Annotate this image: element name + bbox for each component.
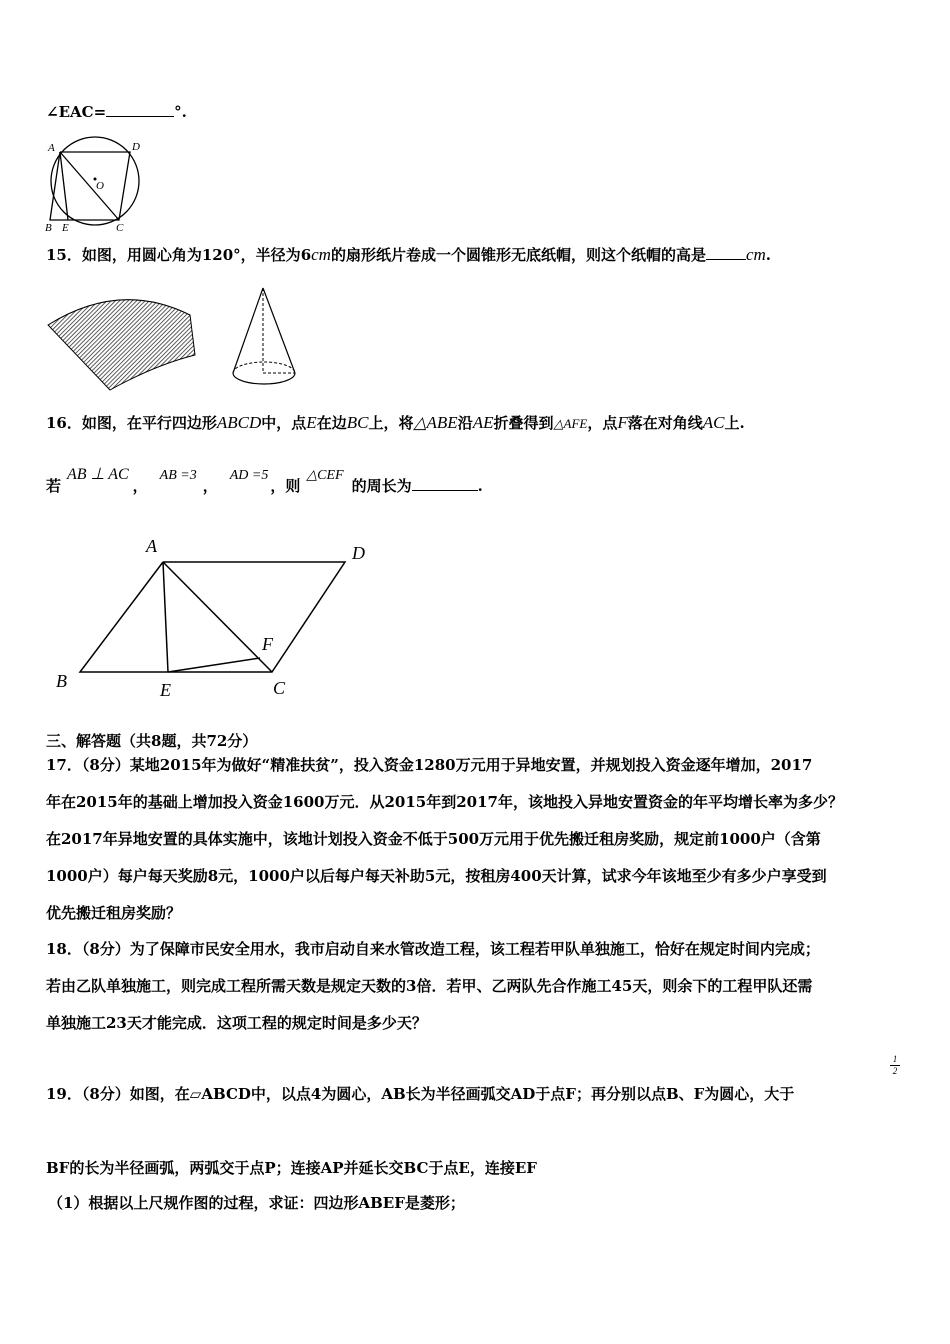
q18-line: 单独施工23天才能完成．这项工程的规定时间是多少天？ [46, 1014, 427, 1032]
q17-line: 年在2015年的基础上增加投入资金1600万元．从2015年到2017年，该地投入异地安置资金的年平均增长率为多少？ [46, 793, 843, 811]
q14-prefix: ∠EAC= [46, 103, 107, 121]
parallelogram-abcd [80, 562, 345, 672]
label-d: D [352, 543, 365, 563]
q16-math: AC [702, 413, 725, 432]
label-f: F [262, 634, 273, 654]
label-a: A [48, 142, 55, 154]
q16-text: 的周长为 [351, 477, 412, 495]
q15-text-2: 的扇形纸片卷成一个圆锥形无底纸帽，则这个纸帽的高是 [330, 246, 706, 264]
q16-text: 16．如图，在平行四边形 [46, 414, 217, 432]
label-b: B [45, 222, 52, 234]
label-c: C [116, 222, 124, 234]
label-b: B [56, 671, 67, 691]
segment-ae [163, 562, 168, 672]
fraction-denominator: 2 [892, 1066, 898, 1076]
q16-math: AE [472, 413, 494, 432]
q15-unit: cm [311, 245, 331, 264]
fraction-half [890, 1054, 900, 1077]
label-c: C [273, 678, 286, 698]
section-title: 三、解答题（共8题，共72分） [46, 732, 258, 750]
q15-end: . [765, 246, 772, 264]
q16-text: . [477, 477, 483, 495]
q15-text: 15．如图，用圆心角为120°，半径为 [46, 246, 301, 264]
q14-suffix: °. [174, 103, 187, 121]
q16-text: 折叠得到 [493, 414, 554, 432]
q16-math: AB =3 [159, 468, 197, 483]
q16-text: 中，点 [261, 414, 307, 432]
q16-text: 若 [46, 477, 62, 495]
q16-math: AB ⊥ AC [67, 466, 129, 483]
segment-ac [163, 562, 272, 672]
q16-text: 上. [724, 414, 745, 432]
q16-text: ，则 [270, 477, 301, 495]
q16-math: E [306, 413, 317, 432]
q19-part-1: （1）根据以上尺规作图的过程，求证：四边形ABEF是菱形； [48, 1194, 465, 1212]
q16-text: ， [132, 477, 148, 495]
segment-ef [168, 658, 260, 672]
q17-line: 优先搬迁租房奖励？ [46, 904, 182, 922]
label-e: E [62, 222, 69, 234]
label-e: E [160, 680, 171, 700]
q16-math: ABCD [216, 413, 262, 432]
q16-math: BC [346, 413, 369, 432]
q16-text: 落在对角线 [627, 414, 703, 432]
q17-line: 17．（8分）某地2015年为做好“精准扶贫”，投入资金1280万元用于异地安置，并规划投入资金逐年增加，2017 [46, 756, 813, 774]
label-a: A [146, 536, 157, 556]
q17-line: 1000户）每户每天奖励8元，1000户以后每户每天补助5元，按租房400天计算，试求今年该地至少有多少户享受到 [46, 867, 827, 885]
q16-text: ，点 [587, 414, 618, 432]
q16-math: △ABE [413, 413, 458, 432]
q16-math: △CEF [306, 468, 344, 483]
q16-text: ， [202, 477, 218, 495]
q16-math: △AFE [553, 416, 588, 431]
q17-line: 在2017年异地安置的具体实施中，该地计划投入资金不低于500万元用于优先搬迁租房奖励，规定前1000户（含第 [46, 830, 821, 848]
q19-line-1: 19．（8分）如图，在▱ABCD中，以点4为圆心，AB长为半径画弧交AD于点F；再分别以点B、F为圆心，大于 [46, 1085, 795, 1103]
q19-line-2: BF的长为半径画弧，两弧交于点P；连接AP并延长交BC于点E，连接EF [46, 1159, 537, 1177]
q16-text: 上，将 [368, 414, 414, 432]
q16-text: 在边 [316, 414, 347, 432]
q15-radius: 6 [300, 246, 312, 264]
fraction-numerator: 1 [890, 1054, 900, 1066]
q16-math: F [617, 413, 628, 432]
label-d: D [132, 141, 140, 153]
q16-math: AD =5 [229, 468, 269, 483]
q18-line: 18．（8分）为了保障市民安全用水，我市启动自来水管改造工程，该工程若甲队单独施工，恰好在规定时间内完成； [46, 940, 820, 958]
label-o: O [96, 180, 104, 192]
q16-text: 沿 [457, 414, 473, 432]
q18-line: 若由乙队单独施工，则完成工程所需天数是规定天数的3倍．若甲、乙两队先合作施工45天，则余下的工程甲队还需 [46, 977, 813, 995]
q15-unit-end: cm [745, 245, 766, 264]
